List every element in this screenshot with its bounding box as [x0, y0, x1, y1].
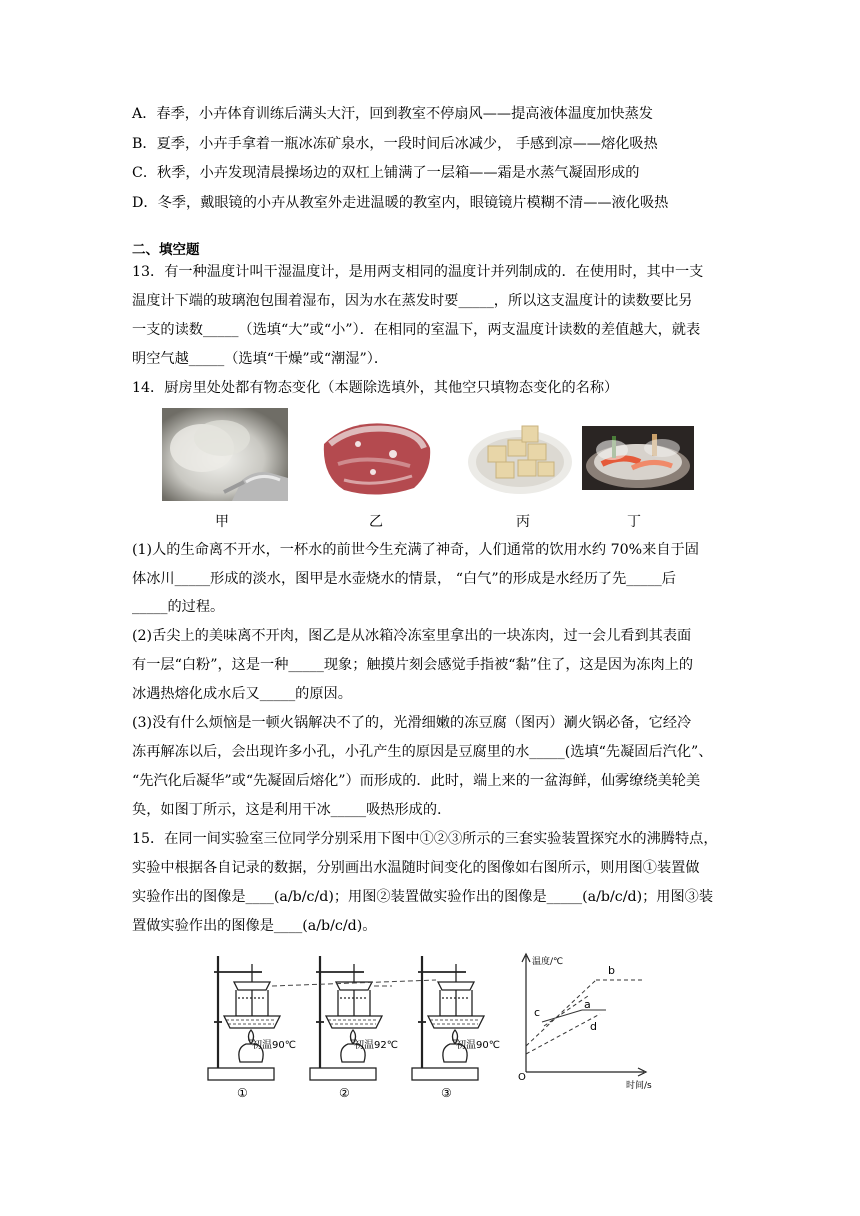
q13-line-1: 13．有一种温度计叫干湿温度计，是用两支相同的温度计并列制成的．在使用时，其中一支	[132, 264, 704, 280]
graph-xlabel: 时间/s	[626, 1081, 652, 1091]
curve-label-c: c	[534, 1006, 541, 1019]
curve-label-d: d	[590, 1020, 597, 1033]
q13-line-4: 明空气越_____（选填“干燥”或“潮湿”）．	[132, 351, 389, 367]
q14-1-line-1: (1)人的生命离不开水，一杯水的前世今生充满了神奇，人们通常的饮用水约 70%来自于固	[132, 542, 699, 558]
boiling-experiment-figure	[196, 950, 666, 1105]
frozen-tofu-photo	[466, 416, 574, 500]
apparatus-label-1: ①	[237, 1086, 248, 1100]
option-a: A．春季，小卉体育训练后满头大汗，回到教室不停扇风——提高液体温度加快蒸发	[132, 106, 653, 122]
curve-label-a: a	[584, 998, 591, 1011]
graph-ylabel: 温度/℃	[532, 957, 564, 967]
q14-2-line-1: (2)舌尖上的美味离不开肉，图乙是从冰箱冷冻室里拿出的一块冻肉，过一会儿看到其表面	[132, 628, 692, 644]
temp-label-3: 初温90℃	[456, 1040, 500, 1051]
q14-1-line-2: 体冰川_____形成的淡水，图甲是水壶烧水的情景， “白气”的形成是水经历了先_____后	[132, 571, 676, 587]
q14-3-line-1: (3)没有什么烦恼是一顿火锅解决不了的，光滑细嫩的冻豆腐（图丙）涮火锅必备，它经冷	[132, 715, 692, 731]
q14-3-line-4: 奂，如图丁所示，这是利用干冰_____吸热形成的.	[132, 802, 442, 818]
curve-label-b: b	[608, 964, 615, 977]
apparatus-label-3: ③	[441, 1086, 452, 1100]
q15-line-2: 实验中根据各自记录的数据，分别画出水温随时间变化的图像如右图所示，则用图①装置做	[132, 860, 700, 876]
frozen-meat-photo	[318, 414, 434, 500]
option-c: C．秋季，小卉发现清晨操场边的双杠上铺满了一层箱——霜是水蒸气凝固形成的	[132, 165, 640, 181]
q14-3-line-3: “先汽化后凝华”或“先凝固后熔化”）而形成的．此时，端上来的一盆海鲜，仙雾缭绕美轮美	[132, 773, 701, 789]
q14-3-line-2: 冻再解冻以后，会出现许多小孔，小孔产生的原因是豆腐里的水_____(选填“先凝固后汽化”、	[132, 744, 713, 760]
caption-ding: 丁	[627, 514, 641, 530]
q14-2-line-3: 冰遇热熔化成水后又_____的原因。	[132, 686, 352, 702]
temp-label-2: 初温92℃	[354, 1040, 398, 1051]
temp-label-1: 初温90℃	[252, 1040, 296, 1051]
q15-line-3: 实验作出的图像是____(a/b/c/d)；用图②装置做实验作出的图像是_____(a/b/c/d)；用图③装	[132, 889, 714, 905]
caption-jia: 甲	[215, 514, 229, 530]
option-b: B．夏季，小卉手拿着一瓶冰冻矿泉水，一段时间后冰减少， 手感到凉——熔化吸热	[132, 136, 658, 152]
q14-2-line-2: 有一层“白粉”，这是一种_____现象；触摸片刻会感觉手指被“黏”住了，这是因为冻肉上的	[132, 657, 694, 673]
q14-intro: 14．厨房里处处都有物态变化（本题除选填外，其他空只填物态变化的名称）	[132, 380, 619, 396]
seafood-dry-ice-photo	[582, 426, 694, 490]
q14-1-line-3: _____的过程。	[132, 599, 225, 615]
q15-line-4: 置做实验作出的图像是____(a/b/c/d)。	[132, 918, 377, 934]
kettle-steam-photo	[162, 408, 288, 501]
apparatus-label-2: ②	[339, 1086, 350, 1100]
q13-line-3: 一支的读数_____（选填“大”或“小”）．在相同的室温下，两支温度计读数的差值越大，就表	[132, 322, 701, 338]
section-title: 二、填空题	[132, 242, 200, 258]
graph-origin: O	[518, 1072, 526, 1083]
caption-yi: 乙	[369, 514, 383, 530]
q15-line-1: 15．在同一间实验室三位同学分别采用下图中①②③所示的三套实验装置探究水的沸腾特点，	[132, 831, 718, 847]
q13-line-2: 温度计下端的玻璃泡包围着湿布，因为水在蒸发时要_____，所以这支温度计的读数要比另	[132, 293, 693, 309]
temperature-time-graph	[522, 954, 646, 1076]
caption-bing: 丙	[516, 514, 530, 530]
option-d: D．冬季，戴眼镜的小卉从教室外走进温暖的教室内，眼镜镜片模糊不清——液化吸热	[132, 195, 669, 211]
